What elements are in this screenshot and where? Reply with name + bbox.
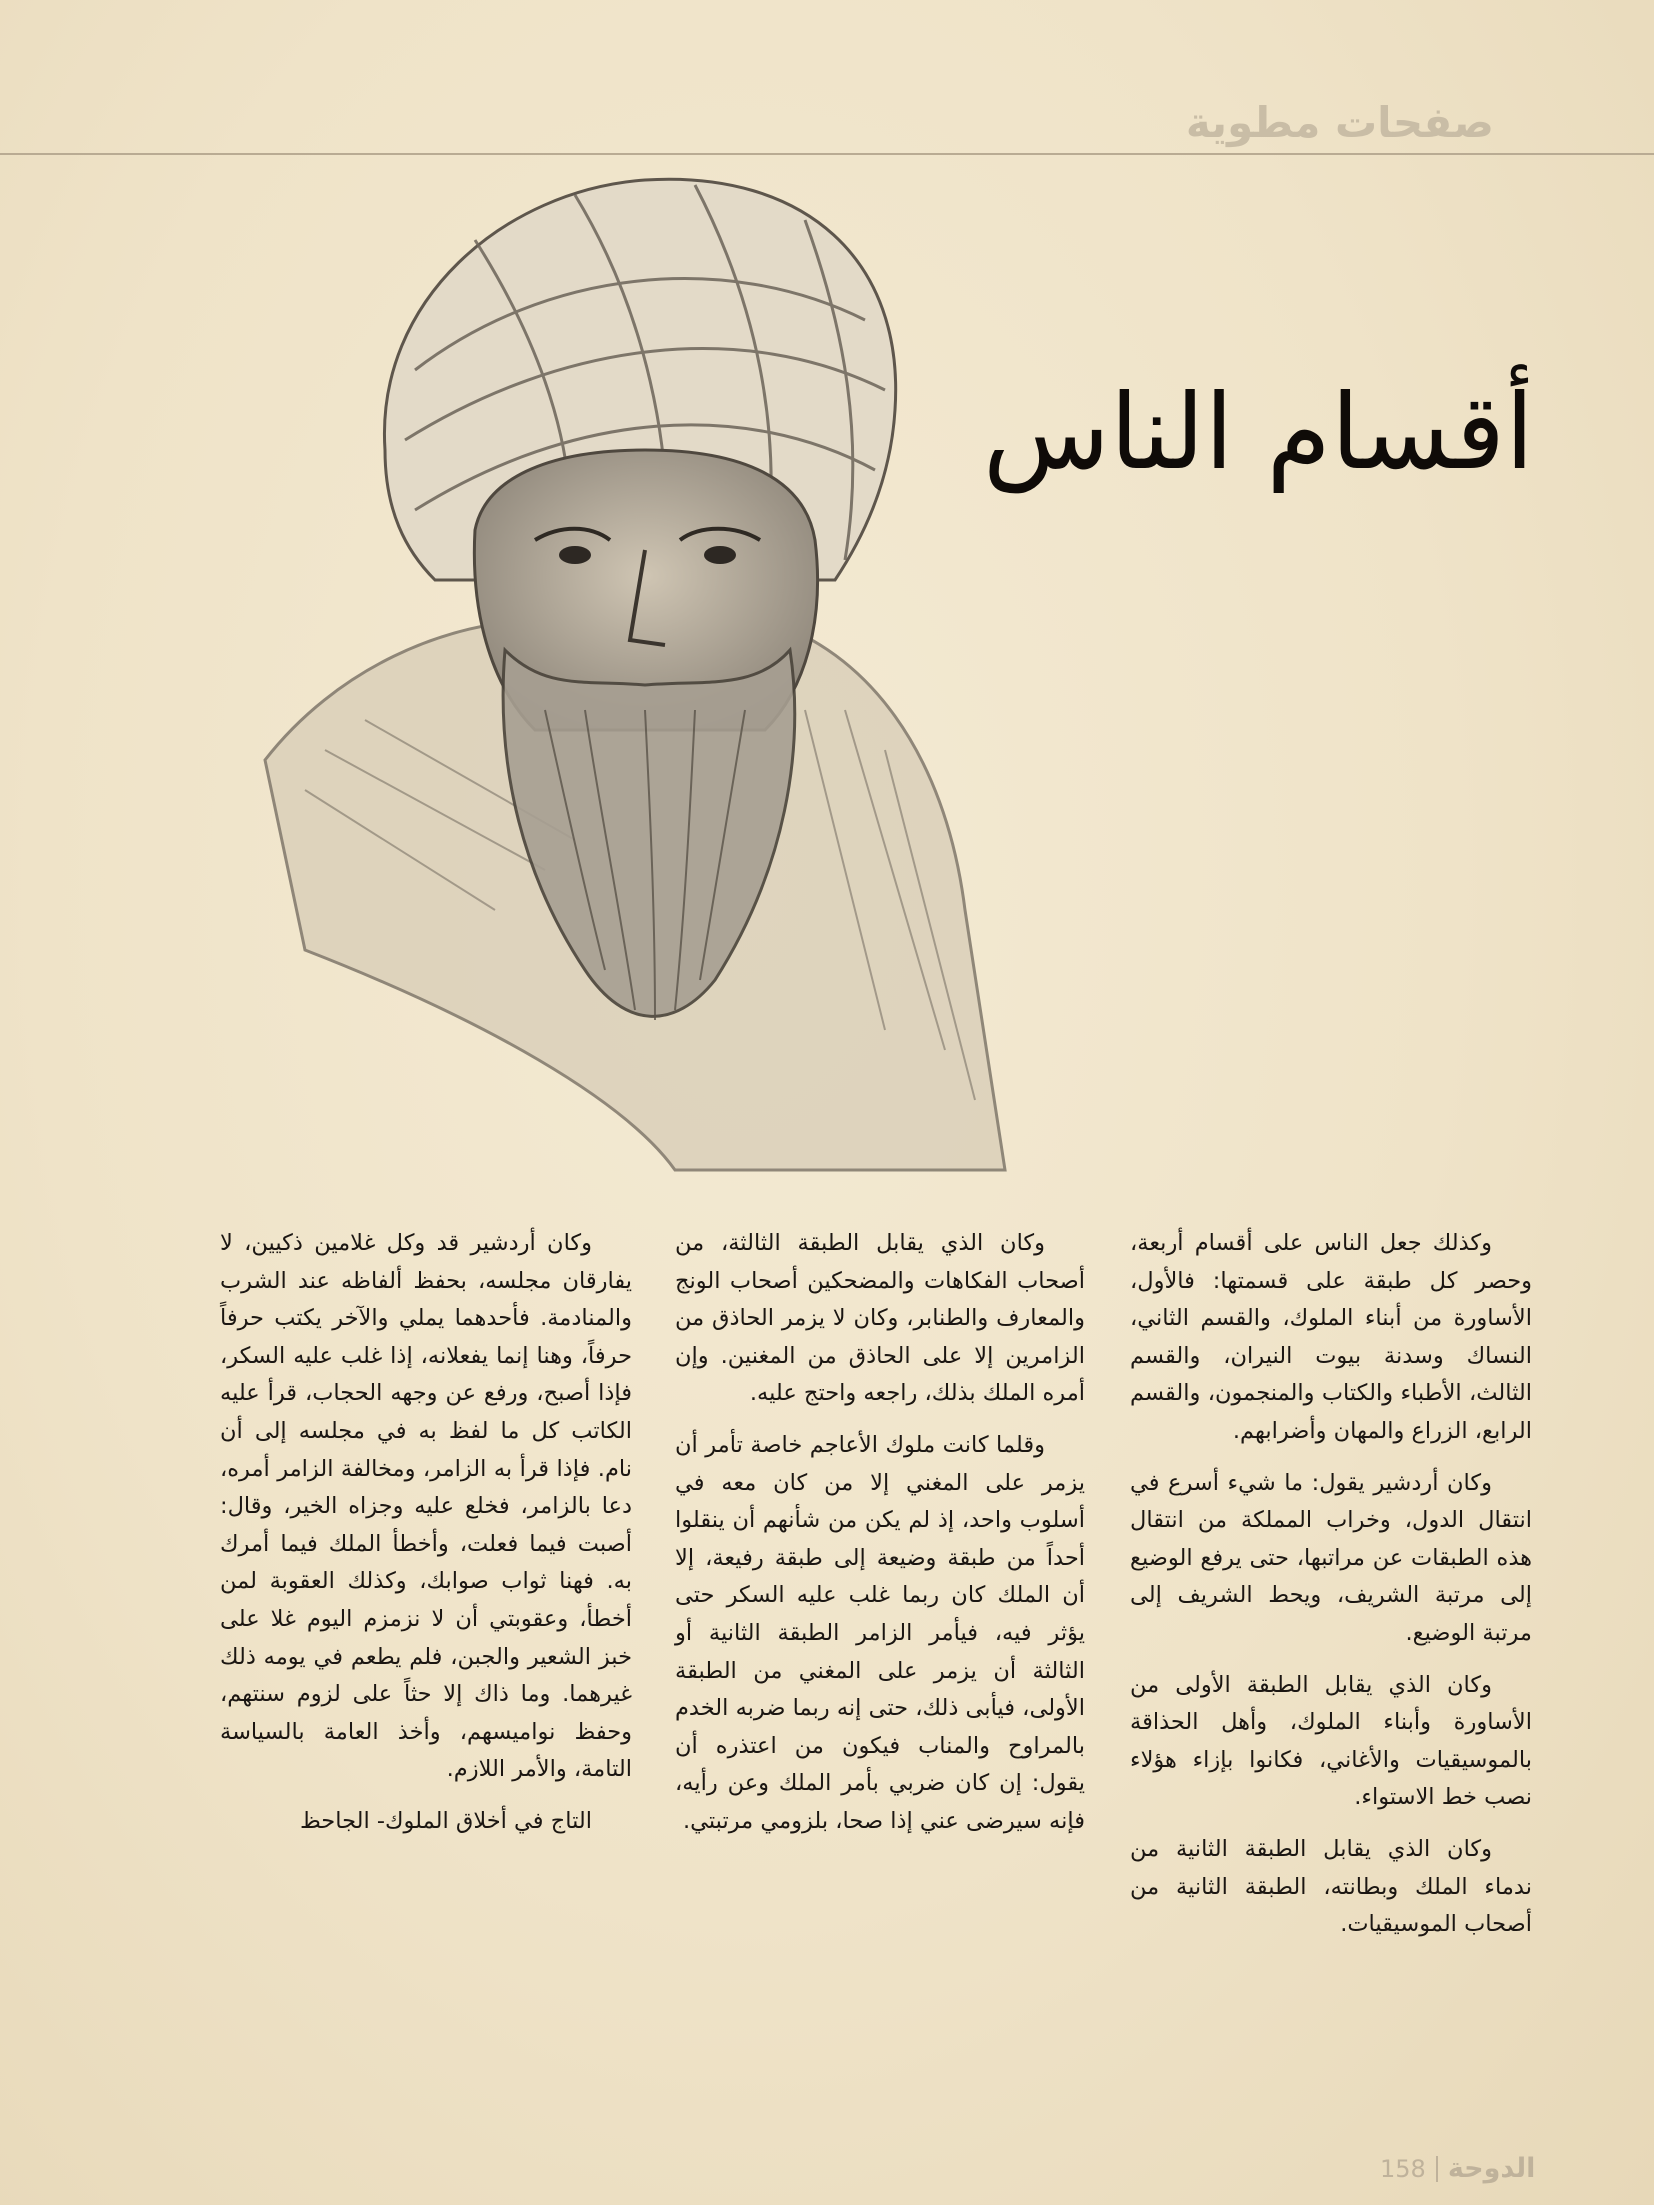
paragraph: وكان أردشير قد وكل غلامين ذكيين، لا يفارقان مجلسه، بحفظ ألفاظه عند الشرب والمنادمة. فأحدهما يملي والآخر يكتب حرفاً حرفاً، وهنا إنما يفعلانه، إذا غلب عليه السكر، فإذا أصبح، ورفع عن وجهه الحجاب، قرأ عليه الكاتب كل ما لفظ به في مجلسه إلى أن نام. فإذا قرأ به الزامر، ومخالفة الزامر أمره، دعا بالزامر، فخلع عليه وجزاه الخير، وقال: أصبت فيما فعلت، وأخطأ الملك فيما أمرك به. فهنا ثواب صوابك، وكذلك العقوبة لمن أخطأ، وعقوبتي أن لا نزمزم اليوم غلا على خبز الشعير والجبن، فلم يطعم في يومه ذلك غيرهما. وما ذاك إلا حثاً على لزوم سنتهم، وحفظ نواميسهم، وأخذ العامة بالسياسة التامة، والأمر اللازم. bbox=[220, 1230, 632, 1783]
text-column-middle bbox=[675, 1225, 1085, 1855]
paragraph: وكذلك جعل الناس على أقسام أربعة، وحصر كل طبقة على قسمتها: فالأول، الأساورة من أبناء الملوك، والقسم الثاني، النساك وسدنة بيوت النيران، والقسم الثالث، الأطباء والكتاب والمنجمون، والقسم الرابع، الزراع والمهان وأضرابهم. bbox=[1130, 1230, 1532, 1444]
text-column-right bbox=[1130, 1225, 1532, 1958]
paragraph: وكان الذي يقابل الطبقة الأولى من الأساورة وأبناء الملوك، وأهل الحذاقة بالموسيقيات والأغاني، فكانوا بإزاء هؤلاء نصب خط الاستواء. bbox=[1130, 1671, 1532, 1811]
magazine-brand: الدوحة bbox=[1447, 2153, 1536, 2184]
footer-separator bbox=[1436, 2156, 1438, 2182]
page-footer bbox=[1380, 2153, 1535, 2184]
paragraph: وكان الذي يقابل الطبقة الثانية من ندماء الملك وبطانته، الطبقة الثانية من أصحاب الموسيقيات. bbox=[1130, 1835, 1532, 1938]
page-number: 158 bbox=[1380, 2154, 1426, 2183]
paragraph: وكان الذي يقابل الطبقة الثالثة، من أصحاب الفكاهات والمضحكين أصحاب الونج والمعارف والطنابر، وكان لا يزمر الحاذق من الزامرين إلا على الحاذق من المغنين. وإن أمره الملك بذلك، راجعه واحتج عليه. bbox=[675, 1230, 1085, 1407]
source-citation: التاج في أخلاق الملوك- الجاحظ bbox=[299, 1807, 592, 1834]
paragraph: وكان أردشير يقول: ما شيء أسرع في انتقال الدول، وخراب المملكة من انتقال هذه الطبقات عن مراتبها، حتى يرفع الوضيع إلى مرتبة الشريف، ويحط الشريف إلى مرتبة الوضيع. bbox=[1130, 1469, 1532, 1646]
article-title: أقسام الناس bbox=[982, 371, 1534, 493]
portrait-sketch bbox=[245, 150, 1115, 1210]
paragraph: وقلما كانت ملوك الأعاجم خاصة تأمر أن يزمر على المغني إلا من كان معه في أسلوب واحد، إذ لم يكن من شأنهم أن ينقلوا أحداً من طبقة وضيعة إلى طبقة رفيعة، إلا أن الملك كان ربما غلب عليه السكر حتى يؤثر فيه، فيأمر الزامر الطبقة الثانية أو الثالثة أن يزمر على المغني من الطبقة الأولى، فيأبى ذلك، حتى إنه ربما ضربه الخدم بالمراوح والمناب فيكون من اعتذره أن يقول: إن كان ضربي بأمر الملك وعن رأيه، فإنه سيرضى عني إذا صحا، بلزومي مرتبتي. bbox=[675, 1431, 1085, 1834]
section-label: صفحات مطوية bbox=[1185, 98, 1494, 147]
text-column-left bbox=[220, 1225, 632, 1855]
